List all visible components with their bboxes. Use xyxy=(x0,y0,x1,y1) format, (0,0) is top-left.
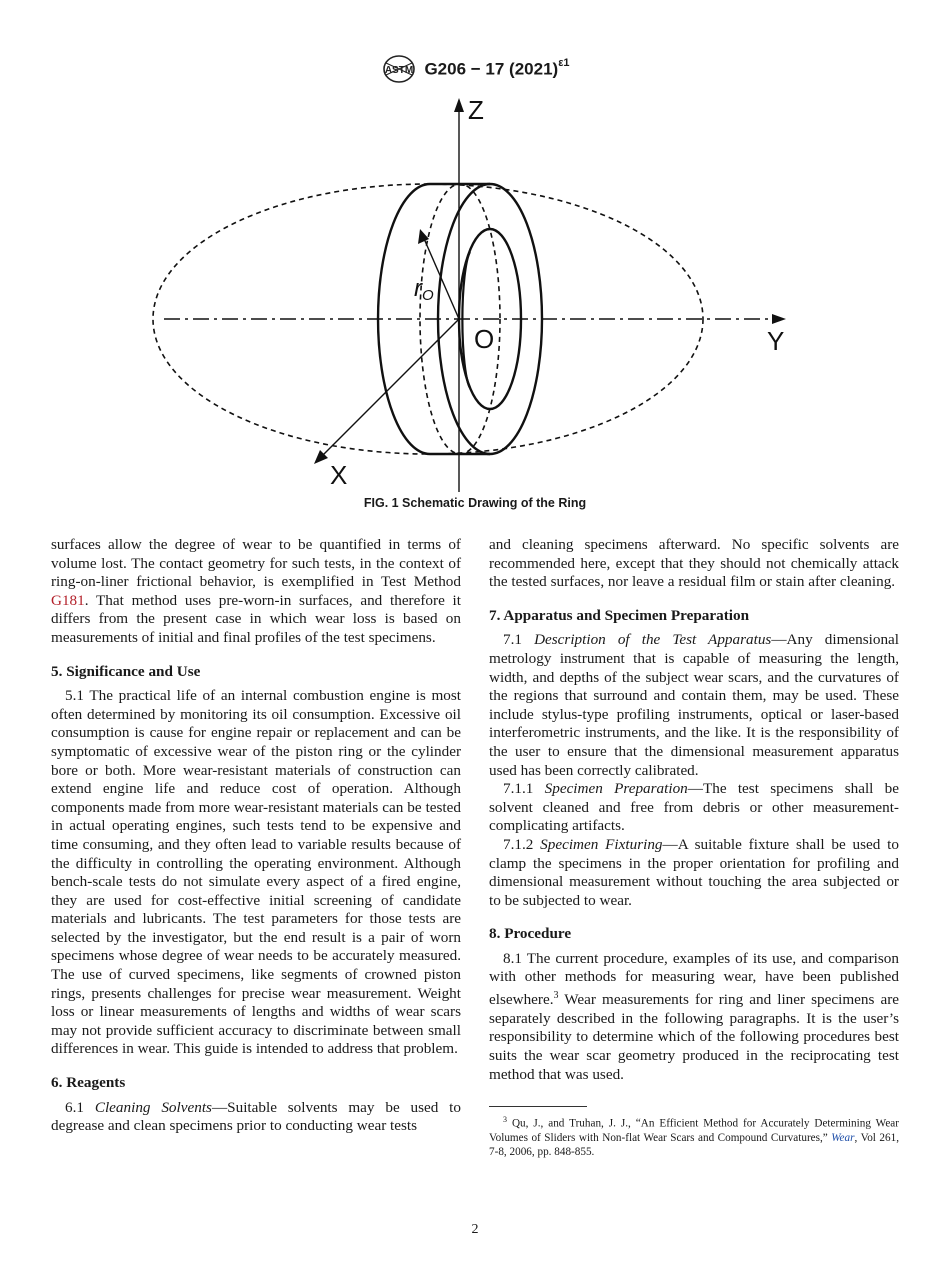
paragraph-7-1: 7.1 Description of the Test Apparatus—Any dimensional metrology instrument that is capable of measuring the length, width, and depths of the subject wear scars, and the curvatures of the regions that surround and contain them, may be used. These include stylus-type profiling instruments, optical or laser-based interferometric instruments, and the like. It is the responsibility of the user to ensure that the dimensional measurement apparatus used has been correctly calibrated. xyxy=(489,631,900,779)
y-axis-arrow xyxy=(772,314,786,324)
radius-line xyxy=(422,234,459,319)
paragraph-7-1-2: 7.1.2 Specimen Fixturing—A suitable fixture shall be used to clamp the specimens in the proper orientation for profiling and dimensional measurement without touching the area subjected or to be subjected to wear. xyxy=(489,835,899,909)
paragraph-5-1: 5.1 The practical life of an internal combustion engine is most often determined by monitoring its oil consumption. Excessive oil consumption is cause for engine repair or replacement and can be symptomatic of excessive wear of the piston ring or the cylinder bore or both. More wear-resistant materials of construction can extend engine life and reduce cost of operation. Although components made from more wear-resistant materials can be tested in actual operating engines, such tests tend to be expensive and time consuming, and they often lead to variable results because of the difficulty in controlling the operating environment. Although bench-scale tests do not simulate every aspect of a fired engine, they are used for cost-effective initial screening of candidate materials and lubricants. The test parameters for those tests are selected by the investigator, but the end result is a pair of worn specimens whose degree of wear needs to be accurately measured. The use of curved specimens, like segments of crowned piston rings, presents challenges for precise wear measurement. Weight loss or linear measurements of lengths and widths of wear scars may not provide sufficient accuracy to discriminate between small differences in wear. This guide is intended to address that problem. xyxy=(51,687,461,1058)
footnote-3: $^3$ Qu, J., and Truhan, J. J., “An Efficient Method for Accurately Determining Wear Volumes of Sliders with Non-flat Wear Scars and Compound Curvatures,” Wear, Vol 261, 7-8, 2006, pp. 848-855. xyxy=(489,1115,900,1158)
section-5-heading: 5. Significance and Use xyxy=(51,662,201,680)
intro-paragraph: surfaces allow the degree of wear to be quantified in terms of volume lost. The contact geometry for such tests, in the context of ring-on-liner frictional behavior, is exemplified in Test Method G181. That method uses pre-worn-in surfaces, and therefore it differs from the present case in which wear loss is based on measurements of initial and final profiles of the test specimens. xyxy=(51,536,461,646)
axis-x-label: X xyxy=(330,460,348,490)
radius-label xyxy=(414,275,434,304)
wear-journal-link[interactable]: Wear xyxy=(831,1131,855,1144)
paragraph-8-1: 8.1 The current procedure, examples of its use, and comparison with other methods for measuring wear, have been published elsewhere.$^3$ Wear measurements for ring and liner specimens are separately described in the following paragraphs. It is the user’s responsibility to determine which of the following procedures best suits the wear scar geometry produced in the reciprocating test method that was used. xyxy=(489,949,899,1083)
astm-logo-text: ASTM xyxy=(385,65,414,76)
x-axis-line xyxy=(318,319,459,460)
figure-caption: FIG. 1 Schematic Drawing of the Ring xyxy=(363,496,587,510)
standard-designation: G206 − 17 $(2021)^{\varepsilon 1}$ xyxy=(424,56,570,79)
page-header xyxy=(0,54,950,84)
g181-link[interactable]: G181 xyxy=(51,591,85,609)
ring-schematic-figure xyxy=(150,92,800,492)
z-axis-arrow xyxy=(454,98,464,112)
footnote-ref[interactable]: 3 xyxy=(553,990,559,1002)
axis-z-label: Z xyxy=(468,95,484,125)
paragraph-7-1-1: 7.1.1 Specimen Preparation—The test specimens shall be solvent cleaned and free from debris or other measurement-complicating artifacts. xyxy=(489,780,899,835)
left-column xyxy=(51,536,461,1136)
paragraph-6-1: 6.1 Cleaning Solvents—Suitable solvents may be used to degrease and clean specimens prior to conducting wear tests xyxy=(51,1098,461,1135)
section-6-heading: 6. Reagents xyxy=(51,1074,126,1092)
footnote-rule xyxy=(489,1106,587,1107)
axis-y-label: Y xyxy=(767,326,785,356)
right-column xyxy=(489,536,899,1159)
continuation-paragraph: and cleaning specimens afterward. No specific solvents are recommended here, except that they should not chemically attack the tested surfaces, nor leave a residual film or stain after cleaning. xyxy=(489,536,899,591)
section-8-heading: 8. Procedure xyxy=(489,925,572,943)
origin-label: O xyxy=(474,324,495,354)
radius-r: r xyxy=(414,275,422,302)
radius-sub: O xyxy=(422,287,434,304)
page-number: 2 xyxy=(471,1222,479,1237)
section-7-heading: 7. Apparatus and Specimen Preparation xyxy=(489,606,750,624)
astm-logo-icon xyxy=(380,54,418,84)
